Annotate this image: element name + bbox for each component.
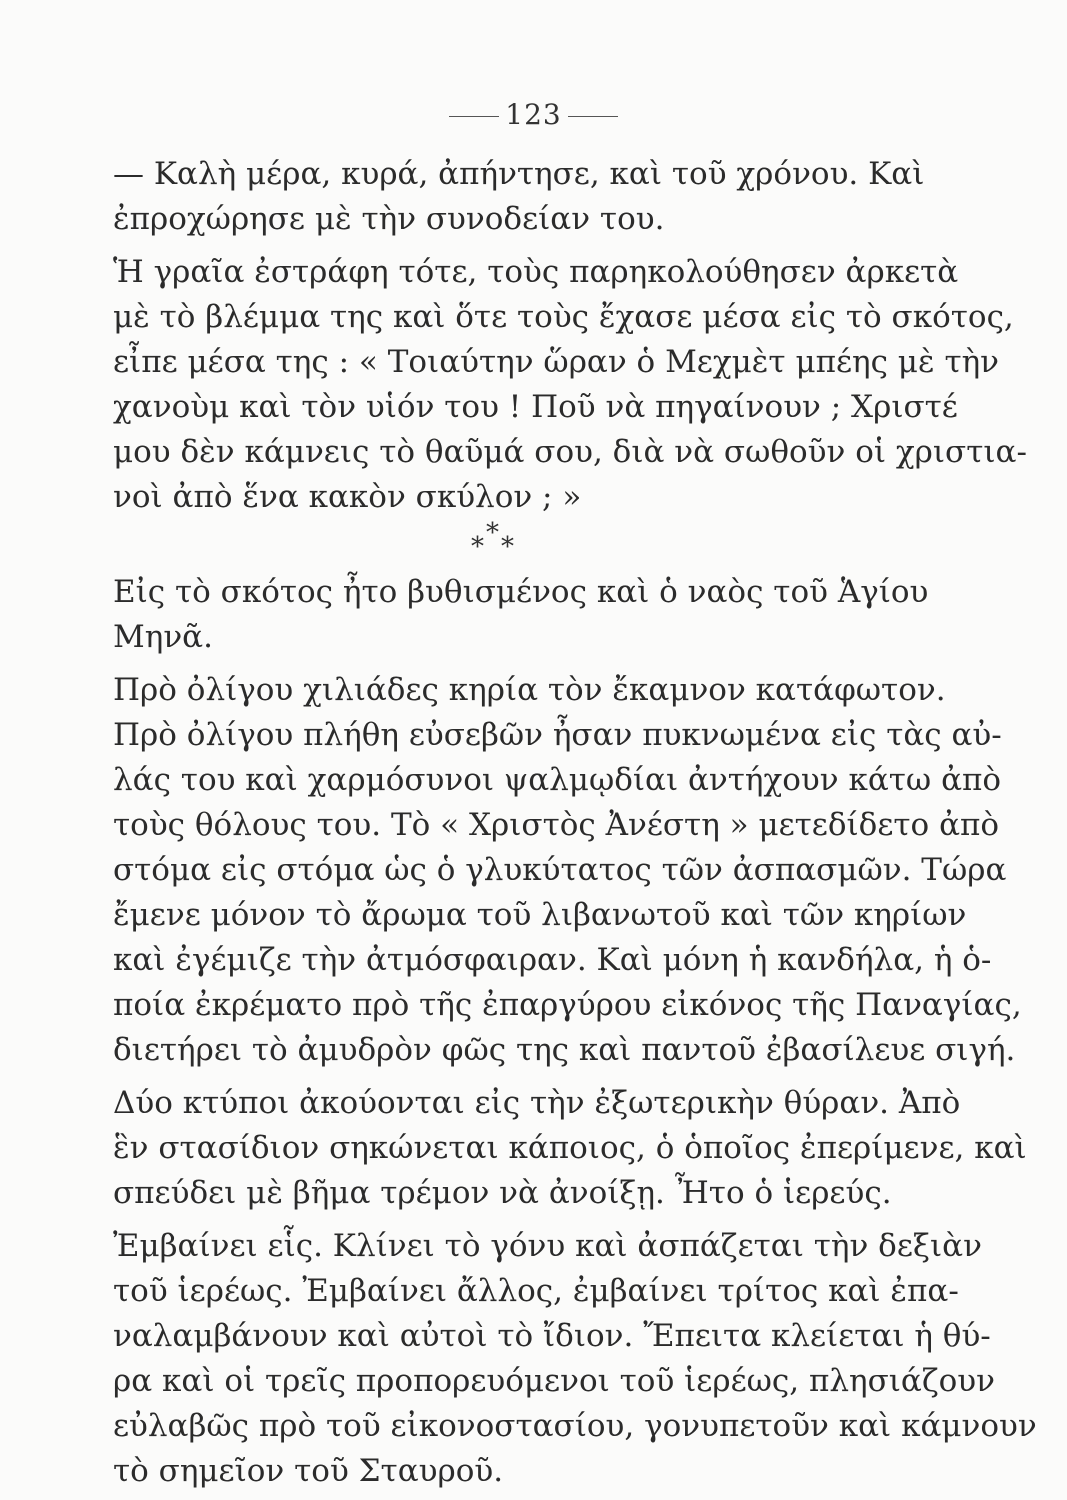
text-line: ἐπροχώρησε μὲ τὴν συνοδείαν του. xyxy=(113,201,665,237)
page-number-dash-right xyxy=(568,116,618,118)
text-line: Δύο κτύποι ἀκούονται εἰς τὴν ἐξωτερικὴν θύραν. Ἀπὸ xyxy=(113,1085,961,1121)
page-number-dash-left xyxy=(449,116,499,118)
text-line: νοὶ ἀπὸ ἕνα κακὸν σκύλον ; » xyxy=(113,479,582,515)
text-line: καὶ ἐγέμιζε τὴν ἀτμόσφαιραν. Καὶ μόνη ἡ κανδήλα, ἡ ὁ- xyxy=(113,942,992,978)
text-line: ναλαμβάνουν καὶ αὐτοὶ τὸ ἴδιον. Ἔπειτα κλείεται ἡ θύ- xyxy=(113,1318,991,1354)
text-line: Ἐμβαίνει εἷς. Κλίνει τὸ γόνυ καὶ ἀσπάζεται τὴν δεξιὰν xyxy=(113,1228,982,1264)
text-line: τοὺς θόλους του. Τὸ « Χριστὸς Ἀνέστη » μετεδίδετο ἀπὸ xyxy=(113,807,1000,843)
text-line: χανοὺμ καὶ τὸν υἱόν του ! Ποῦ νὰ πηγαίνουν ; Χριστέ xyxy=(113,389,958,425)
text-line: Μηνᾶ. xyxy=(113,619,213,655)
text-line: στόμα εἰς στόμα ὡς ὁ γλυκύτατος τῶν ἀσπασμῶν. Τώρα xyxy=(113,852,1007,888)
asterism-star: * xyxy=(486,518,499,548)
text-line: μὲ τὸ βλέμμα της καὶ ὅτε τοὺς ἔχασε μέσα εἰς τὸ σκότος, xyxy=(113,299,1014,335)
text-line: Πρὸ ὀλίγου πλήθη εὐσεβῶν ἦσαν πυκνωμένα εἰς τὰς αὐ- xyxy=(113,717,1002,753)
text-line: λάς του καὶ χαρμόσυνοι ψαλμῳδίαι ἀντήχουν κάτω ἀπὸ xyxy=(113,762,1002,798)
text-line: — Καλὴ μέρα, κυρά, ἀπήντησε, καὶ τοῦ χρόνου. Καὶ xyxy=(113,156,925,192)
text-line: ρα καὶ οἱ τρεῖς προπορευόμενοι τοῦ ἱερέως, πλησιάζουν xyxy=(113,1363,995,1399)
text-line: εἶπε μέσα της : « Τοιαύτην ὥραν ὁ Μεχμὲτ μπέης μὲ τὴν xyxy=(113,344,1000,380)
paragraph xyxy=(113,250,1027,520)
paragraph xyxy=(113,1224,1037,1494)
asterism-star: * xyxy=(471,532,484,562)
text-line: ἓν στασίδιον σηκώνεται κάποιος, ὁ ὁποῖος ἐπερίμενε, καὶ xyxy=(113,1130,1027,1166)
text-line: διετήρει τὸ ἀμυδρὸν φῶς της καὶ παντοῦ ἐβασίλευε σιγή. xyxy=(113,1032,1016,1068)
section-asterism xyxy=(113,520,873,570)
paragraph xyxy=(113,570,929,660)
text-line: Εἰς τὸ σκότος ἦτο βυθισμένος καὶ ὁ ναὸς τοῦ Ἁγίου xyxy=(113,574,929,610)
page-number-text: 123 xyxy=(505,98,562,131)
text-line: Πρὸ ὀλίγου χιλιάδες κηρία τὸν ἔκαμνον κατάφωτον. xyxy=(113,672,946,708)
text-line: ἔμενε μόνον τὸ ἄρωμα τοῦ λιβανωτοῦ καὶ τῶν κηρίων xyxy=(113,897,967,933)
text-line: μου δὲν κάμνεις τὸ θαῦμά σου, διὰ νὰ σωθοῦν οἱ χριστια- xyxy=(113,434,1027,470)
paragraph xyxy=(113,668,1022,1073)
text-line: σπεύδει μὲ βῆμα τρέμον νὰ ἀνοίξῃ. Ἦτο ὁ ἱερεύς. xyxy=(113,1175,892,1211)
body-text xyxy=(113,152,1037,1494)
paragraph xyxy=(113,1081,1027,1216)
text-line: εὐλαβῶς πρὸ τοῦ εἰκονοστασίου, γονυπετοῦν καὶ κάμνουν xyxy=(113,1408,1037,1444)
text-line: ποία ἐκρέματο πρὸ τῆς ἐπαργύρου εἰκόνος τῆς Παναγίας, xyxy=(113,987,1022,1023)
page-number xyxy=(0,98,1067,131)
text-line: Ἡ γραῖα ἐστράφη τότε, τοὺς παρηκολούθησεν ἀρκετὰ xyxy=(113,254,959,290)
paragraph xyxy=(113,152,925,242)
text-line: τὸ σημεῖον τοῦ Σταυροῦ. xyxy=(113,1453,504,1489)
asterism-star: * xyxy=(501,532,514,562)
text-line: τοῦ ἱερέως. Ἐμβαίνει ἄλλος, ἐμβαίνει τρίτος καὶ ἐπα- xyxy=(113,1273,959,1309)
